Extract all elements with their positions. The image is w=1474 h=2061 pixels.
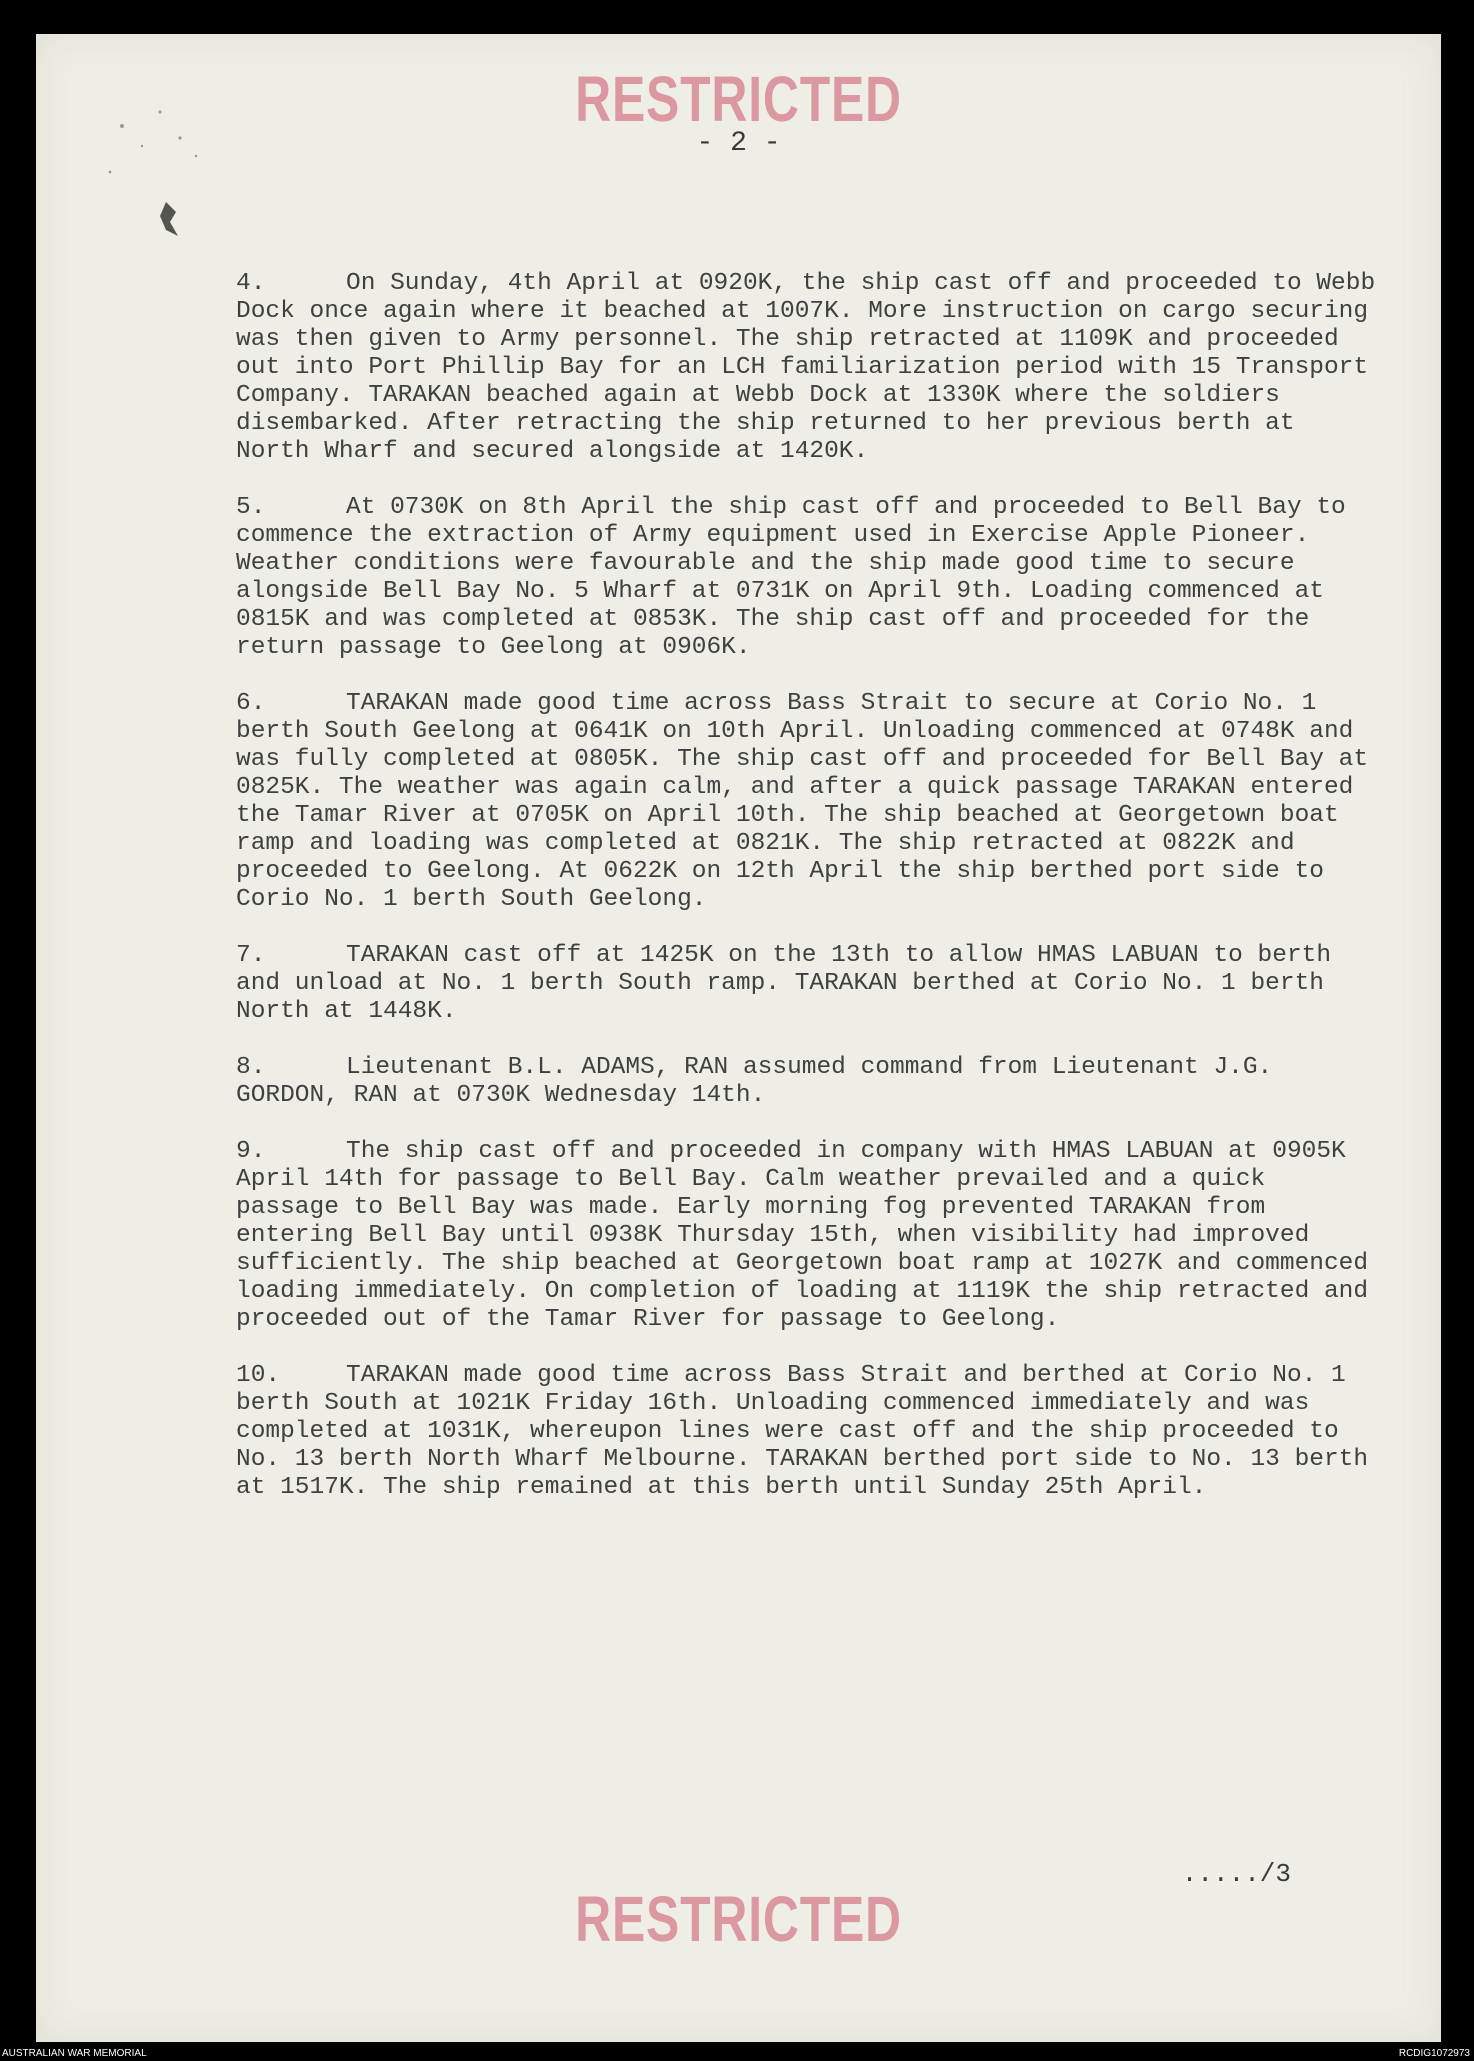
paragraph-number: 9. (236, 1138, 266, 1165)
paragraph-number: 4. (236, 270, 266, 297)
restricted-stamp-bottom: RESTRICTED (575, 1883, 902, 1955)
archive-name: AUSTRALIAN WAR MEMORIAL (2, 2048, 147, 2059)
paragraph-number: 8. (236, 1054, 266, 1081)
paragraph-5 (236, 494, 1376, 662)
paragraph-6 (236, 690, 1376, 914)
paragraph-text: Lieutenant B.L. ADAMS, RAN assumed command from Lieutenant J.G. GORDON, RAN at 0730K Wednesday 14th. (236, 1054, 1273, 1109)
paragraph-text: The ship cast off and proceeded in company with HMAS LABUAN at 0905K April 14th for passage to Bell Bay. Calm weather prevailed and a quick passage to Bell Bay was made. Early morning fog prevented TARAKAN from entering Bell Bay until 0938K Thursday 15th, when visibility had improved sufficiently. The ship beached at Georgetown boat ramp at 1027K and commenced loading immediately. On completion of loading at 1119K the ship retracted and proceeded out of the Tamar River for passage to Geelong. (236, 1138, 1369, 1333)
paragraph-text: TARAKAN made good time across Bass Strait to secure at Corio No. 1 berth South Geelong at 0641K on 10th April. Unloading commenced at 0748K and was fully completed at 0805K. The ship cast off and proceeded for Bell Bay at 0825K. The weather was again calm, and after a quick passage TARAKAN entered the Tamar River at 0705K on April 10th. The ship beached at Georgetown boat ramp and loading was completed at 0821K. The ship retracted at 0822K and proceeded to Geelong. At 0622K on 12th April the ship berthed port side to Corio No. 1 berth South Geelong. (236, 690, 1369, 913)
document-body (236, 270, 1376, 1530)
restricted-stamp-top: RESTRICTED (575, 63, 902, 135)
paragraph-10 (236, 1362, 1376, 1502)
paragraph-9 (236, 1138, 1376, 1334)
paragraph-number: 5. (236, 494, 266, 521)
paragraph-text: TARAKAN cast off at 1425K on the 13th to allow HMAS LABUAN to berth and unload at No. 1 berth South ramp. TARAKAN berthed at Corio No. 1 berth North at 1448K. (236, 942, 1332, 1025)
paragraph-number: 6. (236, 690, 266, 717)
paragraph-4 (236, 270, 1376, 466)
archive-id: RCDIG1072973 (1398, 2048, 1470, 2059)
document-page (36, 34, 1441, 2042)
paragraph-number: 7. (236, 942, 266, 969)
archive-caption-bar (0, 2046, 1474, 2061)
paragraph-text: At 0730K on 8th April the ship cast off and proceeded to Bell Bay to commence the extraction of Army equipment used in Exercise Apple Pioneer. Weather conditions were favourable and the ship made good time to secure alongside Bell Bay No. 5 Wharf at 0731K on April 9th. Loading commenced at 0815K and was completed at 0853K. The ship cast off and proceeded for the return passage to Geelong at 0906K. (236, 494, 1346, 661)
paragraph-text: On Sunday, 4th April at 0920K, the ship cast off and proceeded to Webb Dock once again where it beached at 1007K. More instruction on cargo securing was then given to Army personnel. The ship retracted at 1109K and proceeded out into Port Phillip Bay for an LCH familiarization period with 15 Transport Company. TARAKAN beached again at Webb Dock at 1330K where the soldiers disembarked. After retracting the ship returned to her previous berth at North Wharf and secured alongside at 1420K. (236, 270, 1376, 465)
page-number: - 2 - (696, 128, 781, 159)
paragraph-7 (236, 942, 1376, 1026)
paragraph-8 (236, 1054, 1376, 1110)
paragraph-text: TARAKAN made good time across Bass Strait and berthed at Corio No. 1 berth South at 1021K Friday 16th. Unloading commenced immediately and was completed at 1031K, whereupon lines were cast off and the ship proceeded to No. 13 berth North Wharf Melbourne. TARAKAN berthed port side to No. 13 berth at 1517K. The ship remained at this berth until Sunday 25th April. (236, 1362, 1369, 1501)
paragraph-number: 10. (236, 1362, 281, 1389)
continuation-marker: ...../3 (1181, 1859, 1291, 1889)
